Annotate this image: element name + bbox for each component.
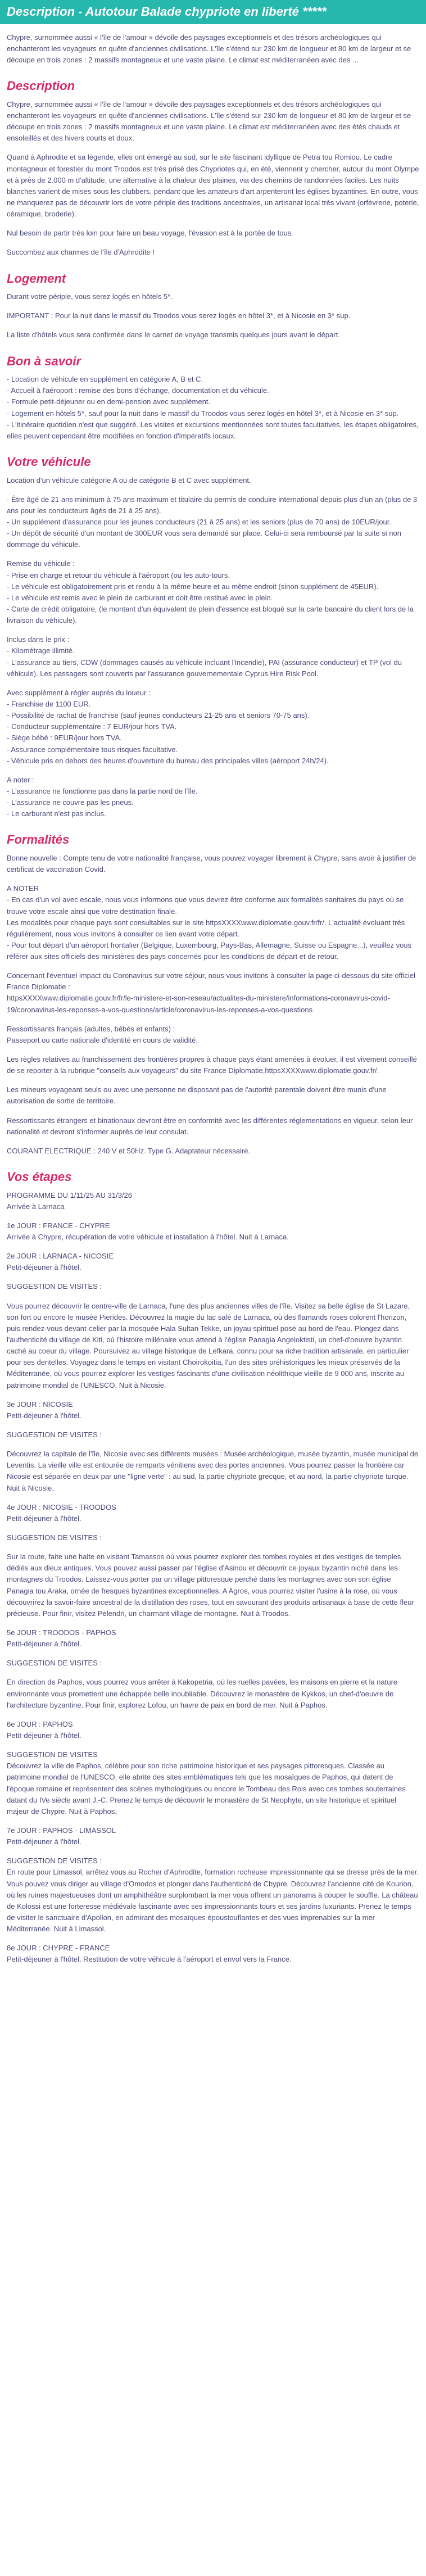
text-line: - Conducteur supplémentaire : 7 EUR/jour hors TVA. <box>7 722 177 731</box>
text-line: Ressortissants étrangers et binationaux devront être en conformité avec les différentes réglementations en vigueur, selon leur nationalité et devront s'informer auprès de leur consulat. <box>7 1116 413 1136</box>
text-block <box>7 1301 419 1391</box>
text-line: Avec supplément à régler auprès du loueur : <box>7 688 151 697</box>
text-line: - Location de véhicule en supplément en catégorie A, B et C. <box>7 375 203 384</box>
text-block <box>7 970 419 1016</box>
text-block <box>7 775 419 820</box>
text-line: Passeport ou carte nationale d'identité en cours de validité. <box>7 1035 198 1044</box>
text-block <box>7 1532 419 1543</box>
text-line: - Le véhicule est remis avec le plein de carburant et doit être restitué avec le plein. <box>7 593 273 602</box>
text-block <box>7 687 419 767</box>
section-title-description: Description <box>7 79 75 93</box>
text-block <box>7 1190 419 1212</box>
text-line: - Un dépôt de sécurité d'un montant de 300EUR vous sera demandé sur place. Celui-ci sera remboursé par la suite si non dommage du véhicule. <box>7 529 401 549</box>
paragraph: Chypre, surnommée aussi « l'île de l'amour » dévoile des paysages exceptionnels et des trésors archéologiques qui enchanteront les voyageurs en quête d'anciennes civilisations. L'île s'étend sur 230 km de longueur et 80 km de largeur et se découpe en trois zones : 2 massifs montagneux et une vaste plaine. Le climat est méditerranéen avec des étés chauds et ensoleillés et des hivers courts et doux. <box>7 99 411 143</box>
intro-paragraph: Chypre, surnommée aussi « l'île de l'amour » dévoile des paysages exceptionnels et des trésors archéologiques qui enchanteront les voyageurs en quête d'anciennes civilisations. L'île s'étend sur 230 km de longueur et 80 km de largeur et se découpe en trois zones : 2 massifs montagneux et une vaste plaine. Le climat est méditerranéen avec des ... <box>7 33 411 65</box>
text-line: - Le carburant n'est pas inclus. <box>7 809 106 818</box>
text-block <box>7 1502 419 1524</box>
text-line: Arrivée à Chypre, récupération de votre véhicule et installation à l'hôtel. Nuit à Larnaca. <box>7 1233 289 1242</box>
text-line: - Être âgé de 21 ans minimum à 75 ans maximum et titulaire du permis de conduire international depuis plus d'un an (plus de 3 ans pour les conducteurs âgés de 21 à 25 ans). <box>7 495 418 515</box>
paragraph: IMPORTANT : Pour la nuit dans le massif du Troodos vous serez logés en hôtel 3*, et à Nicosie en 3* sup. <box>7 311 351 320</box>
text-line: Location d'un véhicule catégorie A ou de catégorie B et C avec supplément. <box>7 476 251 485</box>
text-line: - Accueil à l'aéroport : remise des bons d'échange, documentation et du véhicule. <box>7 386 269 395</box>
text-block <box>7 1825 419 1848</box>
text-block <box>7 634 419 680</box>
text-line: - L'assurance ne fonctionne pas dans la partie nord de l'île. <box>7 786 198 795</box>
text-block <box>7 1146 419 1157</box>
text-line: Petit-déjeuner à l'hôtel. <box>7 1411 81 1420</box>
bon-a-savoir-section <box>7 374 419 442</box>
text-line: Les règles relatives au franchissement des frontières propres à chaque pays étant amenées à évoluer, il est vivement conseillé de se reporter à la rubrique "conseils aux voyageurs" du site France Diplomatie,httpsXXXXwww.diplomatie.gouv.fr/. <box>7 1055 417 1075</box>
text-line: - Véhicule pris en dehors des heures d'ouverture du bureau des principales villes (aéroport 24h/24). <box>7 756 329 765</box>
text-line: - Prise en charge et retour du véhicule à l'aéroport (ou les auto-tours. <box>7 571 230 580</box>
text-line: 6e JOUR : PAPHOS <box>7 1719 73 1728</box>
text-block <box>7 1551 419 1619</box>
text-line: A NOTER <box>7 884 39 893</box>
text-line: SUGGESTION DE VISITES : <box>7 1857 102 1866</box>
text-line: - Possibilité de rachat de franchise (sauf jeunes conducteurs 21-25 ans et seniors 70-75 ans). <box>7 711 310 720</box>
text-line: - Pour tout départ d'un aéroport frontalier (Belgique, Luxembourg, Pays-Bas, Allemagne, Suisse ou Espagne...), veuillez vous référer aux sites officiels des ministères des pays concernés pour les conditions de départ et de retour. <box>7 940 412 961</box>
text-line: En direction de Paphos, vous pourrez vous arrêter à Kakopetria, où les ruelles pavées, les maisons en pierre et la nature environnante vous promettent une échappée belle inoubliable. Découvrez le monastère de Kykkos, un chef-d'oeuvre de l'architecture byzantine. Pour finir, explorez Lofou, un havre de paix en bord de mer. Nuit à Paphos. <box>7 1678 398 1709</box>
text-line: Bonne nouvelle : Compte tenu de votre nationalité française, vous pouvez voyager librement à Chypre, sans avoir à justifier de certificat de vaccination Covid. <box>7 853 416 874</box>
text-line: Petit-déjeuner à l'hôtel. <box>7 1640 81 1649</box>
paragraph: Nul besoin de partir très loin pour faire un beau voyage, l'évasion est à la portée de tous. <box>7 229 293 238</box>
text-line: - Franchise de 1100 EUR. <box>7 699 91 708</box>
text-block <box>7 1677 419 1710</box>
text-line: SUGGESTION DE VISITES : <box>7 1659 102 1668</box>
text-line: PROGRAMME DU 1/11/25 AU 31/3/26 <box>7 1190 133 1199</box>
text-block <box>7 853 419 875</box>
text-block <box>7 1115 419 1138</box>
text-line: Concernant l'éventuel impact du Coronavirus sur votre séjour, nous vous invitons à consulter la page ci-dessous du site officiel France Diplomatie : <box>7 971 416 992</box>
paragraph: Quand à Aphrodite et sa légende, elles ont émergé au sud, sur le site fascinant idyllique de Petra tou Romiou. Le cadre montagneux et forestier du mont Troodos est très prisé des Chypriotes qui, en été, viennent y chercher, autour du mont Olympe et à près de 2.000 m d'altitude, une alternative à la chaleur des plaines, via des chemins de randonnées faciles. Les nuits blanches varient de mises sous les clubbers, pendant que les amateurs d'art arpenteront les églises byzantines. En outre, vous ne manquerez pas de découvrir lors de votre périple des traditions ancestrales, un artisanat local très vivant (orfèvrerie, poterie, céramique, broderie). <box>7 153 419 219</box>
description-section <box>7 99 419 259</box>
text-line: 1e JOUR : FRANCE - CHYPRE <box>7 1221 110 1230</box>
text-block <box>7 475 419 486</box>
text-line: SUGGESTION DE VISITES : <box>7 1282 102 1291</box>
etapes-section <box>7 1190 419 1966</box>
paragraph: Succombez aux charmes de l'île d'Aphrodite ! <box>7 248 155 257</box>
text-line: Sur la route, faite une halte en visitant Tamassos où vous pourrez explorer des tombes royales et des vestiges de temples dédiés aux dieux antiques. Vous pouvez aussi passer par l'église d'Asinou et découvrir ce joyaux byzantin niché dans les montagnes du Troodos. Laissez-vous porter par un village pittoresque perché dans les montagnes avec son son église Panagia tou Araka, ornée de fresques byzantines exceptionnelles. A Agros, vous pourrez visiter l'usine à la rose, où vous découvrirez la savoir-faire ancestral de la distillation des roses, tout en savourant des produits artisanaux à base de cette fleur précieuse. Pour finir, visitez Pelendri, un charmant village de montagne. Nuit à Troodos. <box>7 1552 414 1618</box>
text-block <box>7 494 419 551</box>
text-line: - Formule petit-déjeuner ou en demi-pension avec supplément. <box>7 397 211 406</box>
text-line: SUGGESTION DE VISITES : <box>7 1430 102 1439</box>
text-line: Les modalités pour chaque pays sont consultables sur le site httpsXXXXwww.diplomatie.gouv.fr/fr/. L'actualité évoluant très régulièrement, nous vous invitons à consulter ce lien avant votre départ. <box>7 918 405 938</box>
text-line: - Assurance complémentaire tous risques facultative. <box>7 745 178 754</box>
text-line: - Logement en hôtels 5*, sauf pour la nuit dans le massif du Troodos vous serez logés en hôtel 3*, et à Nicosie en 3* sup. <box>7 409 399 418</box>
text-line: Petit-déjeuner à l'hôtel. <box>7 1514 81 1523</box>
text-block <box>7 1943 419 1965</box>
text-block <box>7 1429 419 1441</box>
text-line: 3e JOUR : NICOSIE <box>7 1400 73 1409</box>
text-line: SUGGESTION DE VISITES <box>7 1750 98 1759</box>
text-line: COURANT ELECTRIQUE : 240 V et 50Hz. Type G. Adaptateur nécessaire. <box>7 1146 251 1155</box>
text-line: httpsXXXXwww.diplomatie.gouv.fr/fr/le-ministere-et-son-reseau/actualites-du-ministere/informations-coronavirus-covid-19/coronavirus-les-reponses-a-vos-questions/article/coronavirus-les-reponses-a-vos-questions <box>7 994 390 1014</box>
text-line: A noter : <box>7 775 34 784</box>
section-title-formalites: Formalités <box>7 832 70 847</box>
text-line: SUGGESTION DE VISITES : <box>7 1533 102 1542</box>
text-block <box>7 1658 419 1669</box>
text-line: Ressortissants français (adultes, bébés et enfants) : <box>7 1024 175 1033</box>
text-line: Petit-déjeuner à l'hôtel. <box>7 1731 81 1740</box>
text-line: Petit-déjeuner à l'hôtel. <box>7 1263 81 1272</box>
text-line: - L'itinéraire quotidien n'est que suggéré. Les visites et excursions mentionnées sont toutes facultatives, les étapes obligatoires, elles peuvent cependant être modifiées en fonction d'impératifs locaux. <box>7 420 419 440</box>
vehicule-section <box>7 475 419 820</box>
text-line: - Un supplément d'assurance pour les jeunes conducteurs (21 à 25 ans) et les seniors (plus de 70 ans) de 10EUR/jour. <box>7 517 391 526</box>
text-line: - Kilométrage illimité. <box>7 646 75 655</box>
text-line: Inclus dans le prix : <box>7 635 70 644</box>
text-line: Découvrez la capitale de l'île, Nicosie avec ses différents musées : Musée archéologique, musée byzantin, musée municipal de Leventis. La vieille ville est entourée de remparts vénitiens avec des portes anciennes. Vous pourrez passer la frontière car Nicosie est séparée en deux par une "ligne verte" : au sud, la partie chypriote grecque, et au nord, la partie chypriote turque. Nuit à Nicosie. <box>7 1450 419 1492</box>
text-block <box>7 1855 419 1935</box>
text-line: - Siège bébé : 9EUR/jour hors TVA. <box>7 734 122 743</box>
text-line: - L'assurance au tiers, CDW (dommages causés au véhicule incluant l'incendie), PAI (assurance conducteur) et TP (vol du véhicule). Les passagers sont couverts par l'assurance gouvernementale Cyprus Hire Risk Pool. <box>7 658 402 678</box>
text-block <box>7 558 419 626</box>
text-line: 5e JOUR : TROODOS - PAPHOS <box>7 1628 116 1637</box>
text-line: - L'assurance ne couvre pas les pneus. <box>7 798 134 807</box>
logement-section <box>7 291 419 341</box>
text-block <box>7 1448 419 1494</box>
page-title: Description - Autotour Balade chypriote en liberté ***** <box>0 0 426 24</box>
section-title-bon-a-savoir: Bon à savoir <box>7 354 81 368</box>
text-line: - En cas d'un vol avec escale, nous vous informons que vous devrez être conforme aux formalités sanitaires du pays où se trouve votre escale ainsi que votre destination finale. <box>7 895 404 916</box>
text-line: 7e JOUR : PAPHOS - LIMASSOL <box>7 1826 116 1835</box>
section-title-vehicule: Votre véhicule <box>7 454 91 469</box>
text-block <box>7 374 419 442</box>
text-line: Petit-déjeuner à l'hôtel. Restitution de votre véhicule à l'aéroport et envol vers la France. <box>7 1955 292 1964</box>
text-block <box>7 1024 419 1046</box>
text-line: Arrivée à Larnaca <box>7 1202 65 1211</box>
text-block <box>7 1054 419 1076</box>
text-line: - Carte de crédit obligatoire, (le montant d'un équivalent de plein d'essence est bloqué sur la carte bancaire du client lors de la livraison du véhicule). <box>7 604 414 625</box>
section-title-etapes: Vos étapes <box>7 1170 72 1184</box>
text-block <box>7 883 419 962</box>
text-line: Les mineurs voyageant seuls ou avec une personne ne disposant pas de l'autorité parentale doivent être munis d'une autorisation de sortie de territoire. <box>7 1085 387 1106</box>
text-line: Petit-déjeuner à l'hôtel. <box>7 1837 81 1846</box>
text-block <box>7 1399 419 1421</box>
text-block <box>7 1084 419 1107</box>
text-block <box>7 1719 419 1741</box>
text-line: Vous pourrez découvrir le centre-ville de Larnaca, l'une des plus anciennes villes de l'île. Visitez sa belle église de St Lazare, son fort ou encore le musée Pierides. Découvrez la magie du lac salé de Larnaca, où des flamands roses colorent l'horizon, puis rendez-vous devant-celier par la mosquée Hala Sultan Tekke, un joyau spirituel posé au bord de l'eau. Plongez dans l'authenticité du village de Kiti, où l'histoire millénaire vous attend à l'église Panagia Angeloktisti, un chef-d'oeuvre byzantin caché au coeur du village. Poursuivez au village historique de Lefkara, connu pour sa riche tradition artisanale, en particulier pour ses dentelles. Voyagez dans le temps en visitant Choirokoitia, l'un des sites préhistoriques les mieux préservés de la Méditerranée, où vous pourrez explorer les vestiges fascinants d'une civilisation néolithique vieille de 9 000 ans, inscrite au patrimoine mondial de l'UNESCO. Nuit à Nicosie. <box>7 1301 410 1389</box>
content <box>0 32 426 1966</box>
text-line: 8e JOUR : CHYPRE - FRANCE <box>7 1944 110 1953</box>
text-line: Découvrez la ville de Paphos, célèbre pour son riche patrimoine historique et ses paysages pittoresques. Classée au patrimoine mondial de l'UNESCO, elle abrite des sites emblématiques tels que les mosaïques de Paphos, qui datent de l'époque romaine et représentent des scènes mythologiques ou encore le Tombeau des Rois avec ces tombes souterraines datant du IVe siècle avant J.-C. Prenez le temps de découvrir le monastère de St Neophyte, un site historique et spirituel majeur de Chypre. Nuit à Paphos. <box>7 1762 406 1816</box>
section-title-logement: Logement <box>7 271 66 286</box>
paragraph: Durant votre périple, vous serez logés en hôtels 5*. <box>7 292 173 301</box>
paragraph: La liste d'hôtels vous sera confirmée dans le carnet de voyage transmis quelques jours avant le départ. <box>7 331 340 339</box>
text-block <box>7 1281 419 1292</box>
text-block <box>7 1627 419 1650</box>
text-block <box>7 1251 419 1273</box>
text-line: 2e JOUR : LARNACA - NICOSIE <box>7 1252 114 1261</box>
text-block <box>7 1220 419 1243</box>
text-line: Remise du véhicule : <box>7 559 75 568</box>
text-line: En route pour Limassol, arrêtez vous au Rocher d'Aphrodite, formation rocheuse impressionnante qui se dresse près de la mer. Vous pouvez vous diriger au village d'Omodos et plonger dans l'authenticité de Chypre. Découvrez l'ancienne cité de Kourion, où les ruines majestueuses dont un amphithéâtre surplombant la mer vous offrent un panorama à couper le souffle. La château de Kolossi est une forteresse médiévale fascinante avec ses impressionnants tours et ses jardins luxuriants. Prenez le temps de visiter le sanctuaire d'Apollon, en admirant des mosaïques époustouflantes et des vues imprenables sur la mer Méditerranée. Nuit à Limassol. <box>7 1868 419 1934</box>
text-line: - Le véhicule est obligatoirement pris et rendu à la même heure et au même endroit (sinon supplément de 45EUR). <box>7 582 379 591</box>
text-line: 4e JOUR : NICOSIE - TROODOS <box>7 1502 116 1511</box>
formalites-section <box>7 853 419 1157</box>
text-block <box>7 1749 419 1817</box>
